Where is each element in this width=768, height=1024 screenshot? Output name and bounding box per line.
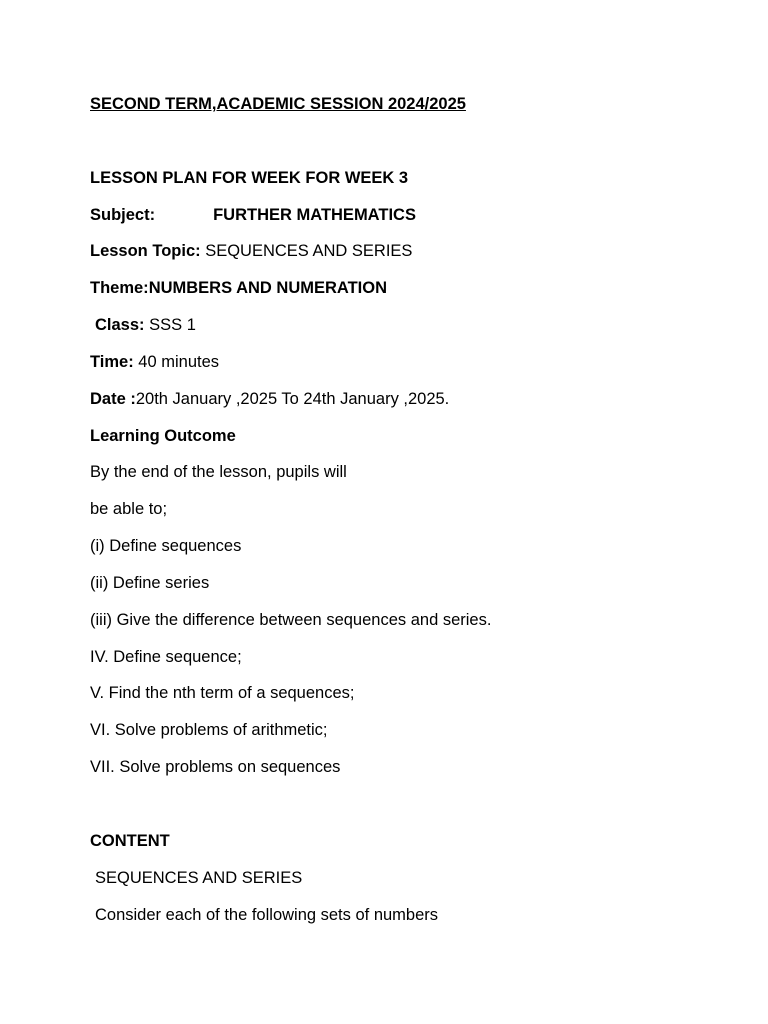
term-session-heading: SECOND TERM,ACADEMIC SESSION 2024/2025 — [90, 95, 466, 113]
outcome-item: V. Find the nth term of a sequences; — [90, 684, 355, 702]
time-value: 40 minutes — [133, 353, 220, 371]
time-label: Time: — [90, 353, 134, 371]
learning-outcome-intro-1: By the end of the lesson, pupils will — [90, 463, 347, 481]
content-subheading: SEQUENCES AND SERIES — [95, 869, 303, 887]
content-heading: CONTENT — [90, 832, 170, 850]
outcome-item: VI. Solve problems of arithmetic; — [90, 721, 328, 739]
outcome-item: (ii) Define series — [90, 574, 210, 592]
class-value: SSS 1 — [144, 316, 196, 334]
theme-value: NUMBERS AND NUMERATION — [148, 279, 388, 297]
topic-line — [90, 241, 412, 261]
outcome-item: (iii) Give the difference between sequences and series. — [90, 611, 492, 629]
learning-outcome-intro-2: be able to; — [90, 500, 168, 518]
content-intro: Consider each of the following sets of numbers — [95, 906, 439, 924]
outcome-item: VII. Solve problems on sequences — [90, 758, 341, 776]
learning-outcome-heading: Learning Outcome — [90, 427, 236, 445]
lesson-plan-title: LESSON PLAN FOR WEEK FOR WEEK 3 — [90, 169, 409, 187]
theme-line — [90, 278, 387, 298]
time-line — [90, 352, 219, 372]
date-line — [90, 389, 449, 409]
date-value: 20th January ,2025 To 24th January ,2025. — [135, 390, 450, 408]
class-line — [95, 315, 196, 335]
topic-value: SEQUENCES AND SERIES — [200, 242, 413, 260]
topic-label: Lesson Topic: — [90, 242, 201, 260]
subject-label: Subject: — [90, 206, 156, 224]
outcome-item: IV. Define sequence; — [90, 648, 242, 666]
date-label: Date : — [90, 390, 136, 408]
theme-label: Theme: — [90, 279, 149, 297]
subject-value: FURTHER MATHEMATICS — [213, 206, 416, 224]
class-label: Class: — [95, 316, 145, 334]
outcome-item: (i) Define sequences — [90, 537, 242, 555]
subject-line — [90, 205, 416, 225]
